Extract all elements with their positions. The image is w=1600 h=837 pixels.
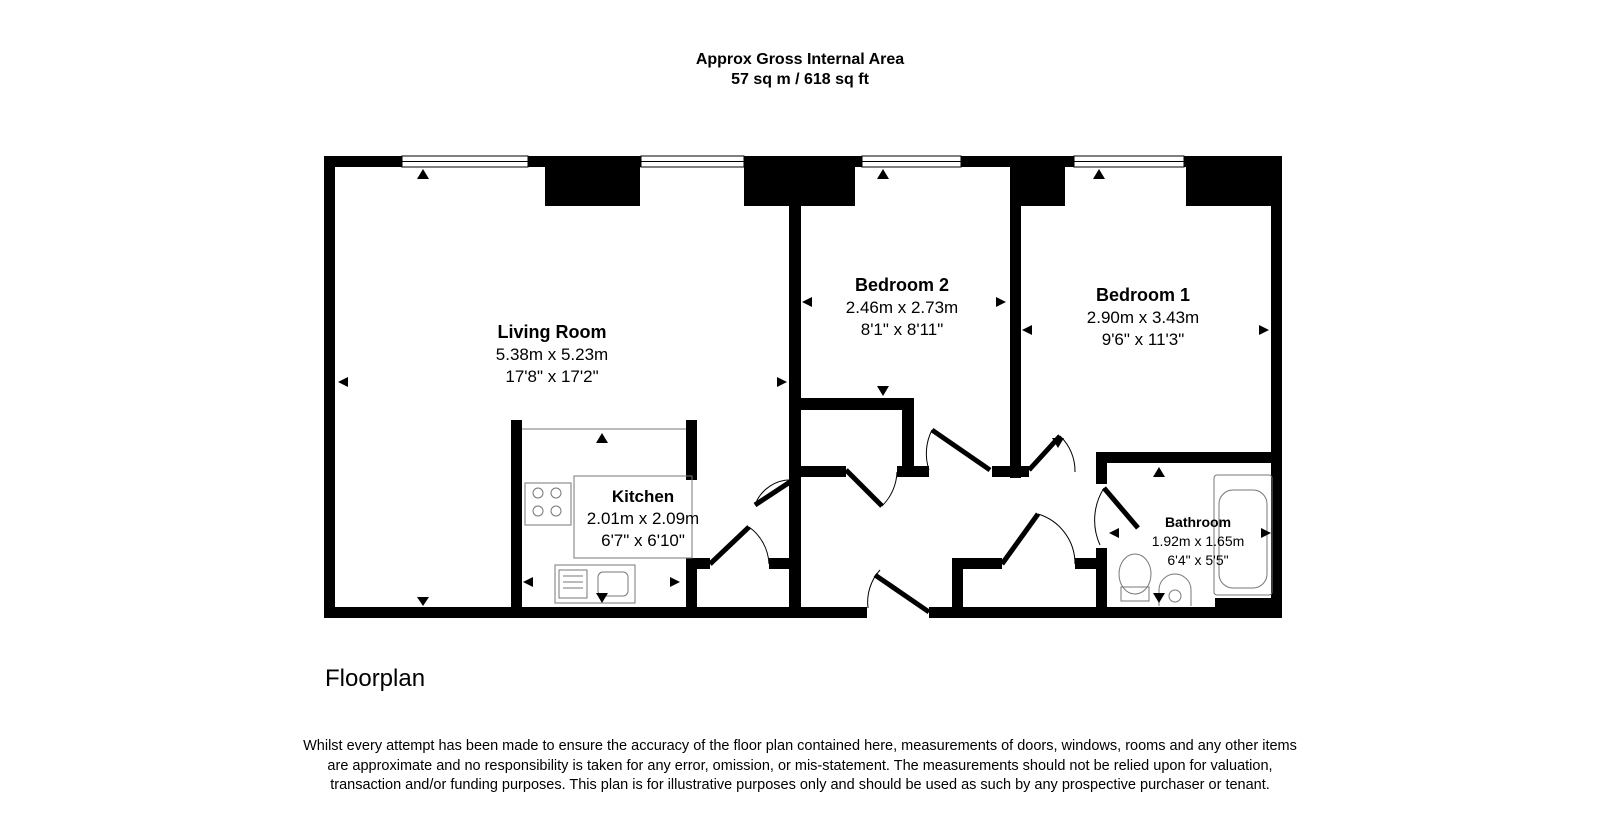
wall-bed2-bottom <box>801 398 914 410</box>
arrow-down <box>877 386 889 396</box>
arrow-right <box>1261 528 1271 538</box>
arrow-left <box>802 297 812 307</box>
bedroom1-door-2 <box>1029 436 1075 472</box>
toilet <box>1119 554 1151 594</box>
arrow-left <box>523 577 533 587</box>
sink-bowl <box>598 572 628 596</box>
wall-kitchen-right <box>686 420 697 480</box>
wall-left <box>324 156 335 618</box>
pillar <box>1186 156 1282 206</box>
arrow-right <box>996 297 1006 307</box>
arrow-right <box>670 577 680 587</box>
wall-kitchen-bottom <box>686 558 710 569</box>
room-name: Bedroom 1 <box>1095 285 1191 305</box>
room-name: Kitchen <box>611 487 675 506</box>
arrow-right <box>1259 325 1269 335</box>
room-metric: 2.90m x 3.43m <box>1086 308 1200 327</box>
pillar <box>744 156 855 206</box>
wall-bed2-stub <box>902 398 914 476</box>
sink-unit <box>555 565 635 603</box>
wall-hall-top <box>897 466 929 477</box>
wall-kitchen-left <box>511 420 522 610</box>
arrow-up <box>877 169 889 179</box>
hob <box>525 483 571 525</box>
room-metric: 2.46m x 2.73m <box>845 298 959 317</box>
hall-door <box>1002 514 1075 564</box>
dimension-arrows <box>338 169 1271 606</box>
pillar <box>545 156 640 206</box>
arrow-down <box>1153 593 1165 603</box>
bathroom-label <box>1152 514 1245 568</box>
arrow-up <box>1093 169 1105 179</box>
wall-bottom-left <box>324 607 867 618</box>
wall-bath-stub <box>1096 452 1107 484</box>
room-metric: 5.38m x 5.23m <box>495 345 609 364</box>
room-imperial: 17'8" x 17'2" <box>505 367 599 386</box>
room-name: Living Room <box>497 322 607 342</box>
wall-hall-bottom <box>1075 558 1103 569</box>
room-imperial: 6'4" x 5'5" <box>1167 552 1229 568</box>
walls <box>324 156 1282 618</box>
hob-ring <box>551 506 561 516</box>
kitchen-door <box>710 527 769 564</box>
doors <box>710 430 1138 612</box>
area-title: Approx Gross Internal Area <box>695 51 905 68</box>
wall-hall-bottom <box>952 558 963 608</box>
bedroom2-label <box>846 275 958 339</box>
disclaimer-text: Whilst every attempt has been made to ensure the accuracy of the floor plan contained here, measurements of doors, windows, rooms and any other items are approximate and no responsibility is taken for any error, omission, or mis-statement. The measurements should not be relied upon for valuation, transaction and/or funding purposes. This plan is for illustrative purposes only and should be used as such by any prospective purchaser or tenant. <box>303 738 1297 793</box>
hob-ring <box>551 488 561 498</box>
hob-ring <box>533 506 543 516</box>
drainer <box>559 570 587 598</box>
bedroom1-door <box>926 430 990 470</box>
wall-kitchen-bottom <box>769 558 791 569</box>
living-room-label <box>496 322 608 386</box>
arrow-left <box>338 377 348 387</box>
room-metric: 2.01m x 2.09m <box>586 509 700 528</box>
room-name: Bedroom 2 <box>854 275 950 295</box>
area-value: 57 sq m / 618 sq ft <box>731 71 869 88</box>
arrow-up <box>1153 467 1165 477</box>
floor-label: Floorplan <box>325 665 426 692</box>
wall-bath-corner <box>1215 598 1271 607</box>
room-imperial: 6'7" x 6'10" <box>601 531 685 550</box>
kitchen-label <box>587 487 699 550</box>
room-name: Bathroom <box>1164 514 1232 530</box>
room-imperial: 9'6" x 11'3" <box>1101 330 1185 349</box>
pillar <box>1010 156 1065 206</box>
arrow-left <box>1022 325 1032 335</box>
room-metric: 1.92m x 1.65m <box>1151 533 1245 549</box>
arrow-right <box>777 377 787 387</box>
wall-hall-top <box>801 466 846 477</box>
arrow-up <box>596 433 608 443</box>
wall-bath-top <box>1096 452 1282 463</box>
wall-right <box>1271 156 1282 618</box>
arrow-left <box>1109 528 1119 538</box>
arrow-up <box>417 169 429 179</box>
bedroom2-door <box>846 470 897 506</box>
hob-ring <box>533 488 543 498</box>
arrow-down <box>417 597 429 606</box>
wall-living-bed2 <box>789 200 801 480</box>
living-door <box>755 480 793 505</box>
wall-bed2-bed1 <box>1010 200 1021 478</box>
wall-hall-top <box>992 466 1029 477</box>
arrow-down <box>596 593 608 603</box>
wall-living-hall <box>789 480 801 607</box>
entrance-door <box>868 570 929 612</box>
room-imperial: 8'1" x 8'11" <box>860 320 944 339</box>
bedroom1-label <box>1087 285 1199 349</box>
